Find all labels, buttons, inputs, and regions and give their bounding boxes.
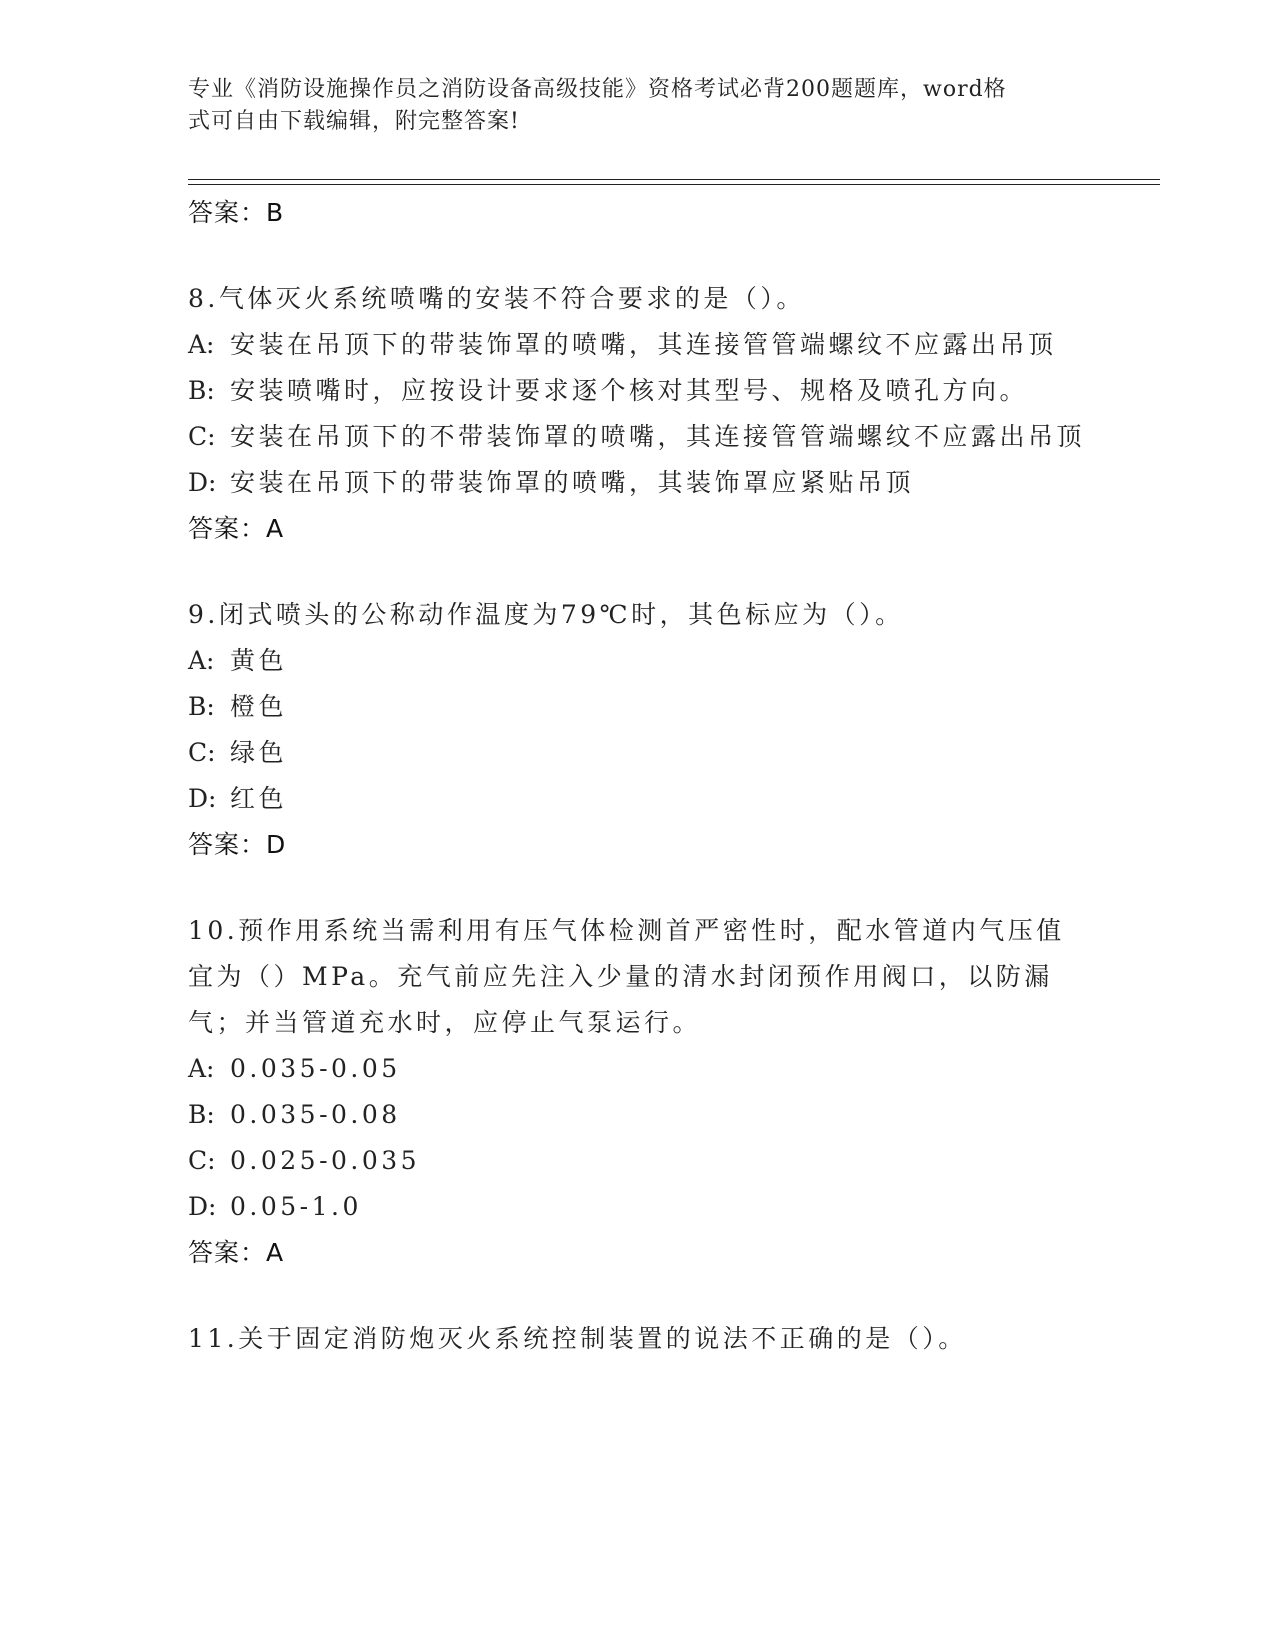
question-text: 11.关于固定消防炮灭火系统控制装置的说法不正确的是（）。	[188, 1324, 967, 1353]
question-10	[188, 908, 1088, 1276]
option-text: 0.05-1.0	[230, 1192, 362, 1221]
option-text: 安装在吊顶下的带装饰罩的喷嘴，其连接管管端螺纹不应露出吊顶	[230, 330, 1057, 359]
option-text: 橙色	[230, 692, 288, 721]
option-key: D:	[188, 1192, 217, 1221]
option-b	[188, 684, 1088, 730]
option-d	[188, 1184, 1088, 1230]
option-text: 0.035-0.08	[230, 1100, 401, 1129]
answer-line: 答案：D	[188, 830, 287, 859]
option-key: C:	[188, 738, 216, 767]
header-line-1: 专业《消防设施操作员之消防设备高级技能》资格考试必背200题题库，word格	[188, 77, 1007, 102]
header-divider-bottom	[188, 184, 1160, 185]
question-text: 10.预作用系统当需利用有压气体检测首严密性时，配水管道内气压值宜为（）MPa。充气前应先注入少量的清水封闭预作用阀口，以防漏气；并当管道充水时，应停止气泵运行。	[188, 916, 1065, 1037]
question-9	[188, 592, 1088, 868]
option-d	[188, 776, 1088, 822]
option-a	[188, 322, 1088, 368]
option-b	[188, 1092, 1088, 1138]
document-header	[188, 74, 1088, 138]
option-key: A:	[188, 330, 215, 359]
question-text: 9.闭式喷头的公称动作温度为79℃时，其色标应为（）。	[188, 600, 904, 629]
answer-line: 答案：B	[188, 198, 285, 227]
option-text: 0.035-0.05	[230, 1054, 401, 1083]
option-key: B:	[188, 376, 215, 405]
option-a	[188, 1046, 1088, 1092]
question-text: 8.气体灭火系统喷嘴的安装不符合要求的是（）。	[188, 284, 805, 313]
header-line-2: 式可自由下载编辑，附完整答案!	[188, 109, 520, 134]
option-key: B:	[188, 692, 215, 721]
option-c	[188, 730, 1088, 776]
option-c	[188, 414, 1088, 460]
option-text: 安装在吊顶下的不带装饰罩的喷嘴，其连接管管端螺纹不应露出吊顶	[230, 422, 1086, 451]
option-text: 安装在吊顶下的带装饰罩的喷嘴，其装饰罩应紧贴吊顶	[230, 468, 915, 497]
option-key: A:	[188, 1054, 215, 1083]
answer-line: 答案：A	[188, 514, 285, 543]
option-text: 红色	[230, 784, 288, 813]
option-b	[188, 368, 1088, 414]
option-key: B:	[188, 1100, 215, 1129]
option-text: 绿色	[230, 738, 288, 767]
option-text: 安装喷嘴时，应按设计要求逐个核对其型号、规格及喷孔方向。	[230, 376, 1029, 405]
option-key: C:	[188, 1146, 216, 1175]
option-c	[188, 1138, 1088, 1184]
answer-line: 答案：A	[188, 1238, 285, 1267]
option-key: D:	[188, 468, 217, 497]
option-text: 黄色	[230, 646, 288, 675]
option-key: D:	[188, 784, 217, 813]
header-divider-top	[188, 179, 1160, 180]
option-d	[188, 460, 1088, 506]
option-key: C:	[188, 422, 216, 451]
question-list	[188, 190, 1088, 1402]
option-text: 0.025-0.035	[230, 1146, 421, 1175]
option-key: A:	[188, 646, 215, 675]
question-8	[188, 276, 1088, 552]
question-11	[188, 1316, 1088, 1362]
option-a	[188, 638, 1088, 684]
